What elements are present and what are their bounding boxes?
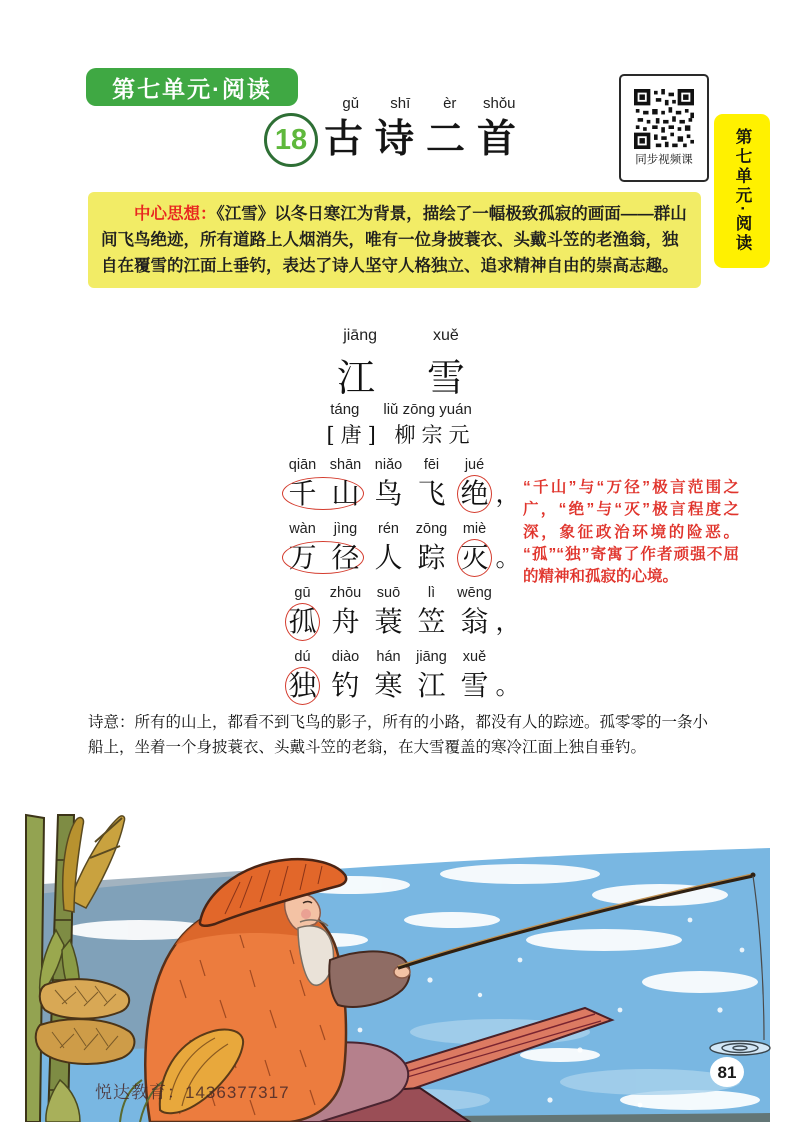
- poem-char: 翁: [460, 605, 489, 638]
- poem-title-char: 雪: [427, 356, 466, 400]
- watermark: 悦达教育：1436377317: [95, 1083, 290, 1102]
- qr-video-box: [619, 74, 709, 182]
- poem-title-pinyin: [283, 327, 519, 345]
- poem-author: [唐] 柳宗元: [326, 423, 476, 447]
- ripples: [710, 1041, 770, 1055]
- pinyin-syllable: xuě: [433, 327, 459, 344]
- lesson-title: 古诗二首: [324, 116, 529, 162]
- poem-char-cell: [281, 649, 324, 704]
- unit-badge: 第七单元·阅读: [86, 68, 298, 106]
- poem-char: 寒: [374, 669, 403, 702]
- summary-text: [101, 201, 688, 279]
- poem-char: 钓: [331, 669, 360, 702]
- pinyin-syllable: diào: [331, 649, 360, 665]
- pinyin-syllable: xuě: [462, 649, 487, 665]
- pinyin-syllable: gū: [294, 585, 311, 601]
- poem-char: 独: [288, 669, 317, 702]
- poem-line: [281, 649, 520, 704]
- poem-punct-cell: [496, 649, 520, 704]
- poem-char: 孤: [288, 605, 317, 638]
- poem-char-cell: [410, 585, 453, 640]
- pinyin-syllable: liǔ zōng yuán: [383, 401, 472, 418]
- summary-box: [88, 192, 701, 288]
- poem-char: 舟: [331, 605, 360, 638]
- poem-char-cell: [324, 521, 367, 576]
- pinyin-syllable: táng: [330, 401, 360, 418]
- pinyin-syllable: qiān: [288, 457, 317, 473]
- qr-code-icon: [634, 89, 694, 149]
- poem-char-cell: [410, 457, 453, 512]
- poem-author-block: [283, 401, 519, 449]
- poem-meaning: [88, 710, 713, 760]
- poem-char: 人: [374, 541, 403, 574]
- poem-char-cell: [367, 521, 410, 576]
- poem-char-cell: [367, 457, 410, 512]
- pinyin-syllable: jìng: [333, 521, 358, 537]
- pinyin-syllable: suō: [376, 585, 401, 601]
- poem-char-cell: [453, 585, 496, 640]
- poem-char: 绝: [460, 477, 489, 510]
- poem-char-cell: [324, 649, 367, 704]
- page-number: 81: [717, 1063, 737, 1082]
- poem-char: 笠: [417, 605, 446, 638]
- pinyin-syllable: niǎo: [374, 457, 403, 473]
- pinyin-syllable: wàn: [289, 521, 316, 537]
- pinyin-syllable: dú: [294, 649, 311, 665]
- meaning-body: 所有的山上，都看不到飞鸟的影子，所有的小路，都没有人的踪迹。孤零零的一条小船上，坐着一个身披蓑衣、头戴斗笠的老翁，在大雪覆盖的寒冷江面上独自垂钓。: [88, 714, 709, 757]
- poem-char: 万: [288, 541, 317, 574]
- pinyin-syllable: hán: [376, 649, 401, 665]
- meaning-label: 诗意：: [88, 714, 135, 731]
- poem-char-cell: [410, 649, 453, 704]
- poem-char: 千: [288, 477, 317, 510]
- poem-char: 雪: [460, 669, 489, 702]
- poem-punct: ，: [495, 607, 521, 636]
- poem-char-cell: [367, 649, 410, 704]
- poem-punct-cell: [496, 521, 520, 576]
- pinyin-syllable: wēng: [457, 585, 492, 601]
- poem-title: [283, 347, 519, 402]
- pinyin-syllable: jiāng: [416, 649, 447, 665]
- poem-char: 蓑: [374, 605, 403, 638]
- pinyin-syllable: jiāng: [343, 327, 377, 344]
- pinyin-syllable: lì: [427, 585, 436, 601]
- poem-char: 鸟: [374, 477, 403, 510]
- pinyin-syllable: zhōu: [329, 585, 362, 601]
- poem-char-cell: [281, 585, 324, 640]
- page-number-bubble: [710, 1057, 744, 1087]
- poem-char: 山: [331, 477, 360, 510]
- pinyin-syllable: zōng: [415, 521, 448, 537]
- margin-annotation: “千山”与“万径”极言范围之广，“绝”与“灭”极言程度之深，象征政治环境的险恶。“孤”“独”寄寓了作者顽强不屈的精神和孤寂的心境。: [523, 479, 739, 586]
- summary-body: 《江雪》以冬日寒江为背景，描绘了一幅极致孤寂的画面——群山间飞鸟绝迹，所有道路上人烟消失，唯有一位身披蓑衣、头戴斗笠的老渔翁，独自在覆雪的江面上垂钓，表达了诗人坚守人格独立、追求精神自由的崇高志趣。: [101, 205, 687, 276]
- poem-line: [281, 457, 520, 512]
- poem-char-cell: [410, 521, 453, 576]
- illustration: [0, 800, 794, 1122]
- pinyin-syllable: jué: [464, 457, 485, 473]
- poem-punct: 。: [495, 671, 521, 700]
- summary-label: 中心思想：: [134, 205, 217, 223]
- poem-char-cell: [281, 521, 324, 576]
- poem-char: 灭: [460, 541, 489, 574]
- poem-punct: ，: [495, 479, 521, 508]
- poem-line: [281, 585, 520, 640]
- poem-char-cell: [453, 521, 496, 576]
- poem-char-cell: [453, 457, 496, 512]
- poem-punct-cell: [496, 457, 520, 512]
- pinyin-syllable: èr: [443, 95, 457, 112]
- pinyin-syllable: rén: [378, 521, 399, 537]
- poem-char-cell: [324, 585, 367, 640]
- poem-author-pinyin: [283, 401, 519, 418]
- poem-punct-cell: [496, 585, 520, 640]
- pinyin-syllable: miè: [462, 521, 487, 537]
- poem-line: [281, 521, 520, 576]
- pinyin-syllable: shī: [390, 95, 411, 112]
- pinyin-syllable: shān: [329, 457, 362, 473]
- pinyin-syllable: fēi: [423, 457, 440, 473]
- poem-char-cell: [453, 649, 496, 704]
- lesson-number-badge: 18: [264, 113, 318, 167]
- poem-char: 踪: [417, 541, 446, 574]
- poem-lines: [281, 457, 520, 713]
- poem-char: 径: [331, 541, 360, 574]
- poem-char: 飞: [417, 477, 446, 510]
- pinyin-syllable: gǔ: [342, 95, 360, 112]
- poem-punct: 。: [495, 543, 521, 572]
- qr-label: 同步视频课: [635, 154, 693, 166]
- poem-title-char: 江: [336, 356, 375, 400]
- pinyin-syllable: shǒu: [482, 95, 516, 112]
- poem-char-cell: [281, 457, 324, 512]
- side-unit-tab: 第七单元·阅读: [714, 114, 770, 268]
- poem-char-cell: [367, 585, 410, 640]
- poem-char-cell: [324, 457, 367, 512]
- poem-title-block: [283, 327, 519, 402]
- poem-char: 江: [417, 669, 446, 702]
